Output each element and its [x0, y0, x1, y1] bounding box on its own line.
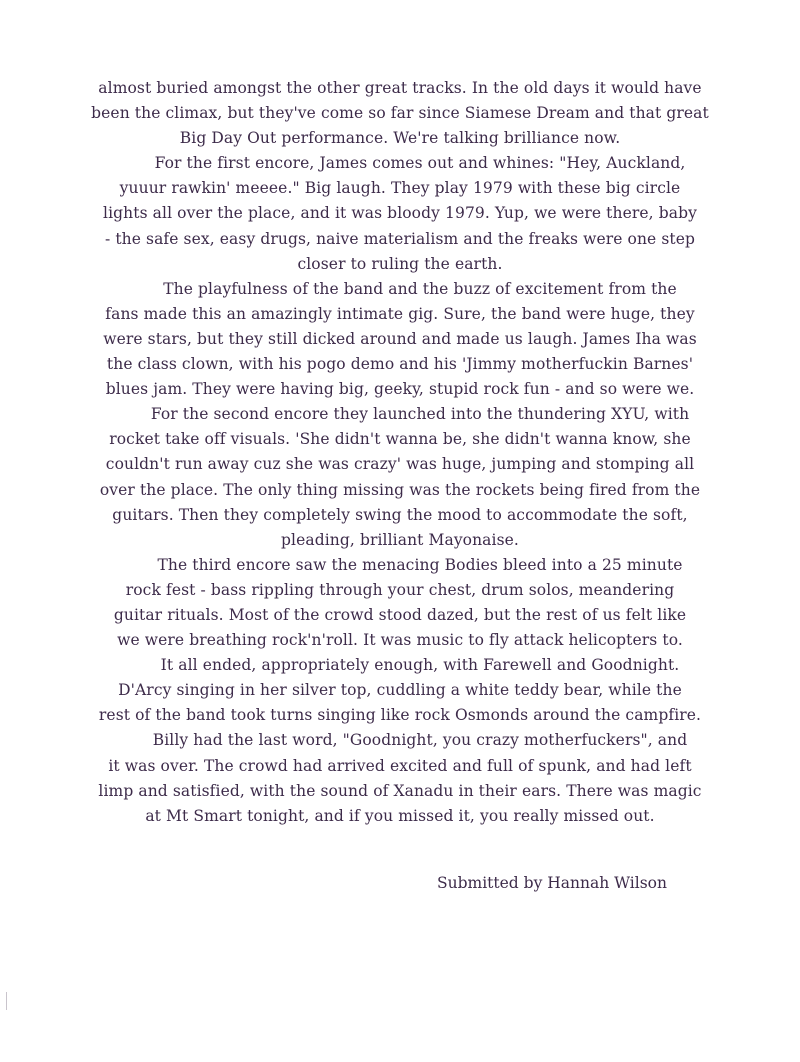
text-line: at Mt Smart tonight, and if you missed it, you really missed out.	[145, 806, 655, 825]
text-line: The playfulness of the band and the buzz of excitement from the	[163, 279, 677, 298]
text-line: blues jam. They were having big, geeky, stupid rock fun - and so were we.	[105, 380, 695, 399]
text-line: It all ended, appropriately enough, with Farewell and Goodnight.	[160, 656, 680, 675]
margin-mark	[6, 992, 7, 1010]
text-line: rest of the band took turns singing like rock Osmonds around the campfire.	[98, 706, 702, 725]
text-line: For the second encore they launched into the thundering XYU, with	[150, 405, 690, 424]
text-line: been the climax, but they've come so far since Siamese Dream and that great	[91, 104, 709, 123]
text-line: limp and satisfied, with the sound of Xanadu in their ears. There was magic	[98, 781, 702, 800]
text-line: rock fest - bass rippling through your chest, drum solos, meandering	[125, 580, 675, 599]
text-line: fans made this an amazingly intimate gig. Sure, the band were huge, they	[105, 304, 695, 323]
text-line: closer to ruling the earth.	[297, 254, 503, 273]
text-line: The third encore saw the menacing Bodies bleed into a 25 minute	[157, 555, 683, 574]
text-line: over the place. The only thing missing was the rockets being fired from the	[99, 480, 701, 499]
text-line: guitar rituals. Most of the crowd stood dazed, but the rest of us felt like	[113, 605, 687, 624]
text-line: we were breathing rock'n'roll. It was music to fly attack helicopters to.	[117, 631, 683, 650]
text-line: almost buried amongst the other great tracks. In the old days it would have	[98, 79, 702, 97]
text-line: guitars. Then they completely swing the mood to accommodate the soft,	[112, 505, 688, 524]
text-line: lights all over the place, and it was bloody 1979. Yup, we were there, baby	[103, 204, 697, 223]
text-line: couldn't run away cuz she was crazy' was huge, jumping and stomping all	[105, 455, 695, 474]
text-line: For the first encore, James comes out and whines: "Hey, Auckland,	[154, 154, 686, 173]
text-line: it was over. The crowd had arrived excited and full of spunk, and had left	[108, 756, 692, 775]
text-line: - the safe sex, easy drugs, naive materialism and the freaks were one step	[104, 229, 696, 248]
text-line: the class clown, with his pogo demo and his 'Jimmy motherfuckin Barnes'	[106, 355, 694, 374]
article-body	[0, 76, 800, 829]
text-line: yuuur rawkin' meeee." Big laugh. They play 1979 with these big circle	[119, 179, 681, 198]
signature-line: Submitted by Hannah Wilson	[437, 874, 667, 892]
text-line: Big Day Out performance. We're talking brilliance now.	[179, 129, 621, 148]
text-line: pleading, brilliant Mayonaise.	[281, 530, 519, 549]
text-line: D'Arcy singing in her silver top, cuddling a white teddy bear, while the	[118, 681, 682, 700]
text-line: were stars, but they still dicked around and made us laugh. James Iha was	[103, 329, 697, 348]
text-line: rocket take off visuals. 'She didn't wanna be, she didn't wanna know, she	[109, 430, 691, 449]
text-line: Billy had the last word, "Goodnight, you crazy motherfuckers", and	[152, 731, 688, 750]
